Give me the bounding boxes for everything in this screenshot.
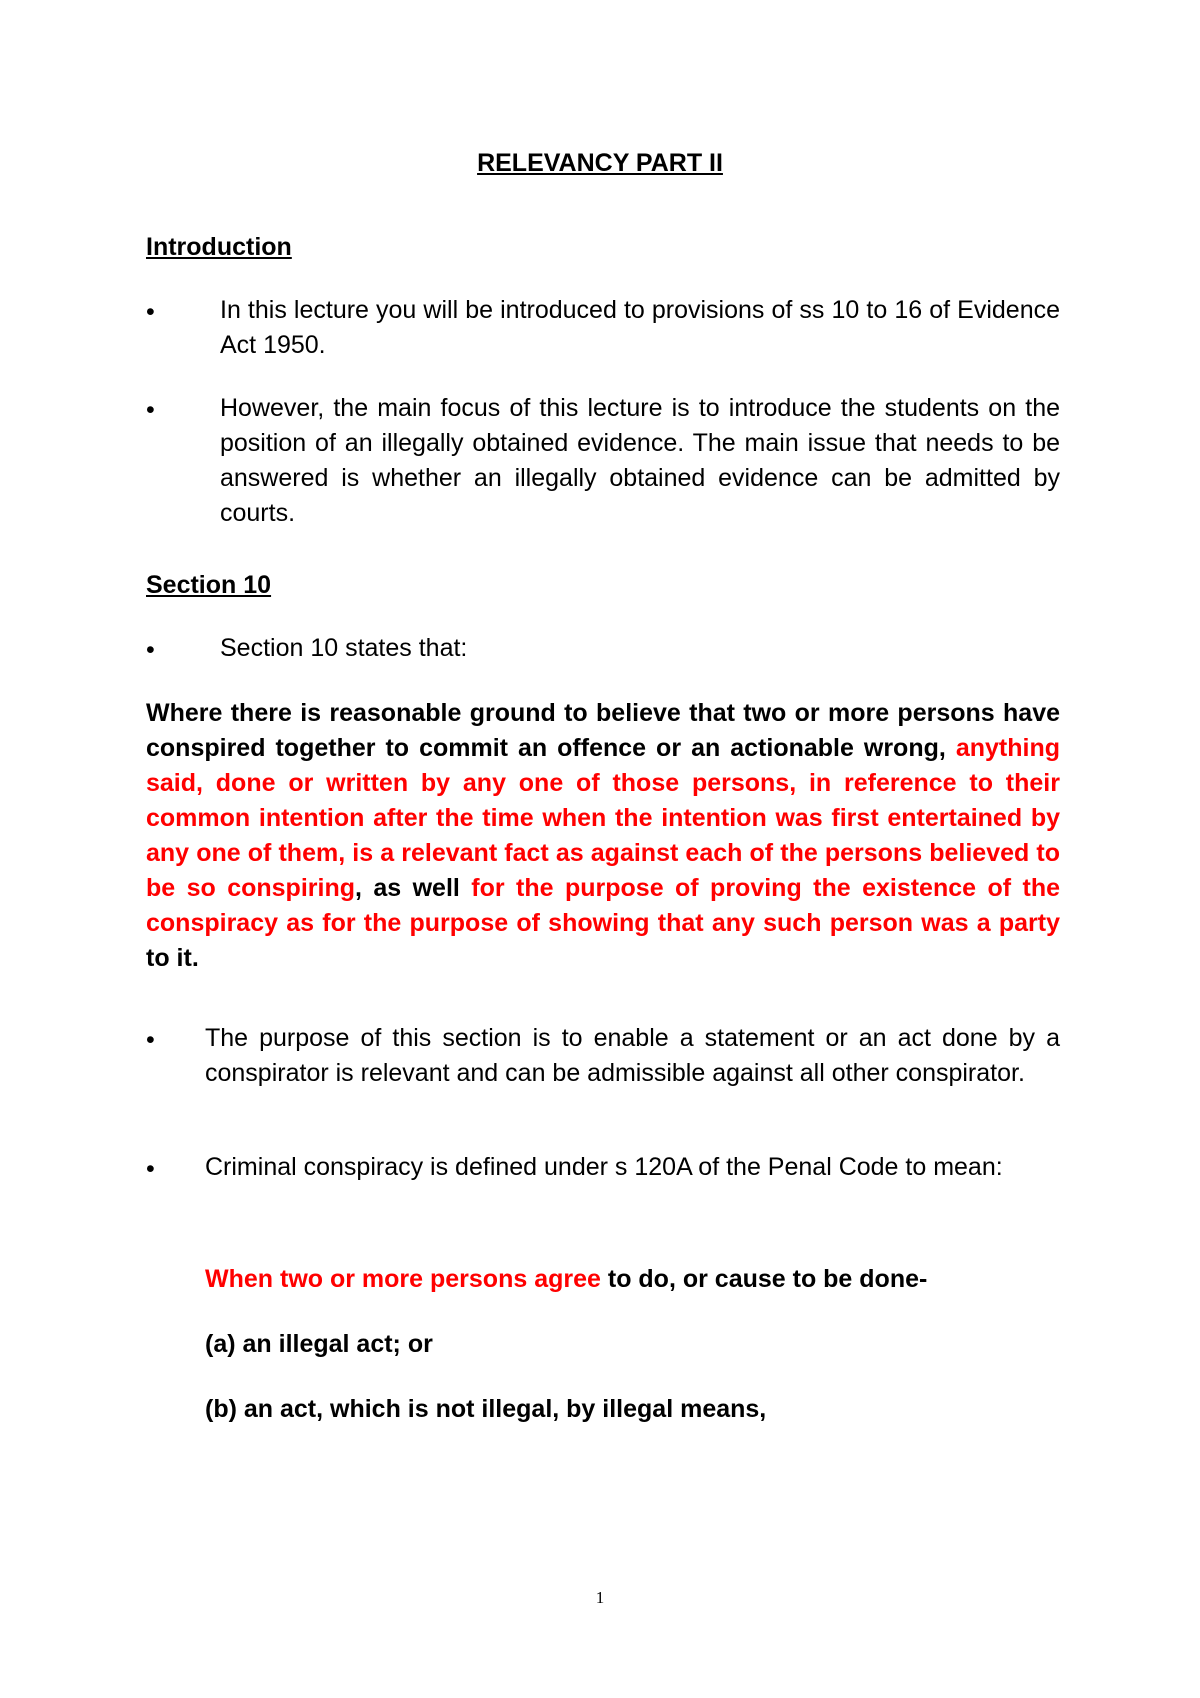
quote-emphasis: for the purpose of proving the existence of the conspiracy as for the purpose of showing that any such person was a party (146, 874, 1060, 937)
section-10-bullet-1: The purpose of this section is to enable a statement or an act done by a conspirator is relevant and can be admissible against all other conspirator. (205, 1024, 1060, 1087)
section-10-lead: Section 10 states that: (220, 634, 468, 662)
quote-text: to it. (146, 944, 199, 972)
quote-text: Where there is reasonable ground to believe that two or more persons have conspired together to commit an offence or an actionable wrong, (146, 699, 1060, 762)
definition-item-b: (b) an act, which is not illegal, by illegal means, (205, 1395, 767, 1423)
quote-emphasis: anything said, done or written by any one of those persons, in reference to their common intention after the time when the intention was first entertained by any one of them, is a relevant fact as against each of the persons believed to be so conspiring (146, 734, 1060, 902)
section-10-quote (146, 696, 1060, 976)
definition-emphasis: When two or more persons agree (205, 1265, 601, 1293)
definition-text: to do, or cause to be done- (600, 1265, 928, 1293)
introduction-heading: Introduction (146, 233, 292, 261)
section-10-bullet-2: Criminal conspiracy is defined under s 120A of the Penal Code to mean: (205, 1153, 1003, 1181)
bullet-icon: • (146, 1155, 155, 1183)
bullet-icon: • (146, 636, 155, 664)
bullet-icon: • (146, 1026, 155, 1054)
quote-text: , as well (355, 874, 472, 902)
page-number: 1 (595, 1588, 605, 1607)
definition-item-a: (a) an illegal act; or (205, 1330, 433, 1358)
definition-line-1 (205, 1262, 927, 1296)
intro-bullet-2: However, the main focus of this lecture is to introduce the students on the position of an illegally obtained evidence. The main issue that needs to be answered is whether an illegally obtained evidence can be admitted by courts. (220, 394, 1060, 527)
intro-bullet-1: In this lecture you will be introduced to provisions of ss 10 to 16 of Evidence Act 1950. (220, 296, 1060, 359)
bullet-icon: • (146, 298, 155, 326)
page-title: RELEVANCY PART II (477, 149, 723, 177)
section-10-heading: Section 10 (146, 571, 272, 599)
bullet-icon: • (146, 396, 155, 424)
